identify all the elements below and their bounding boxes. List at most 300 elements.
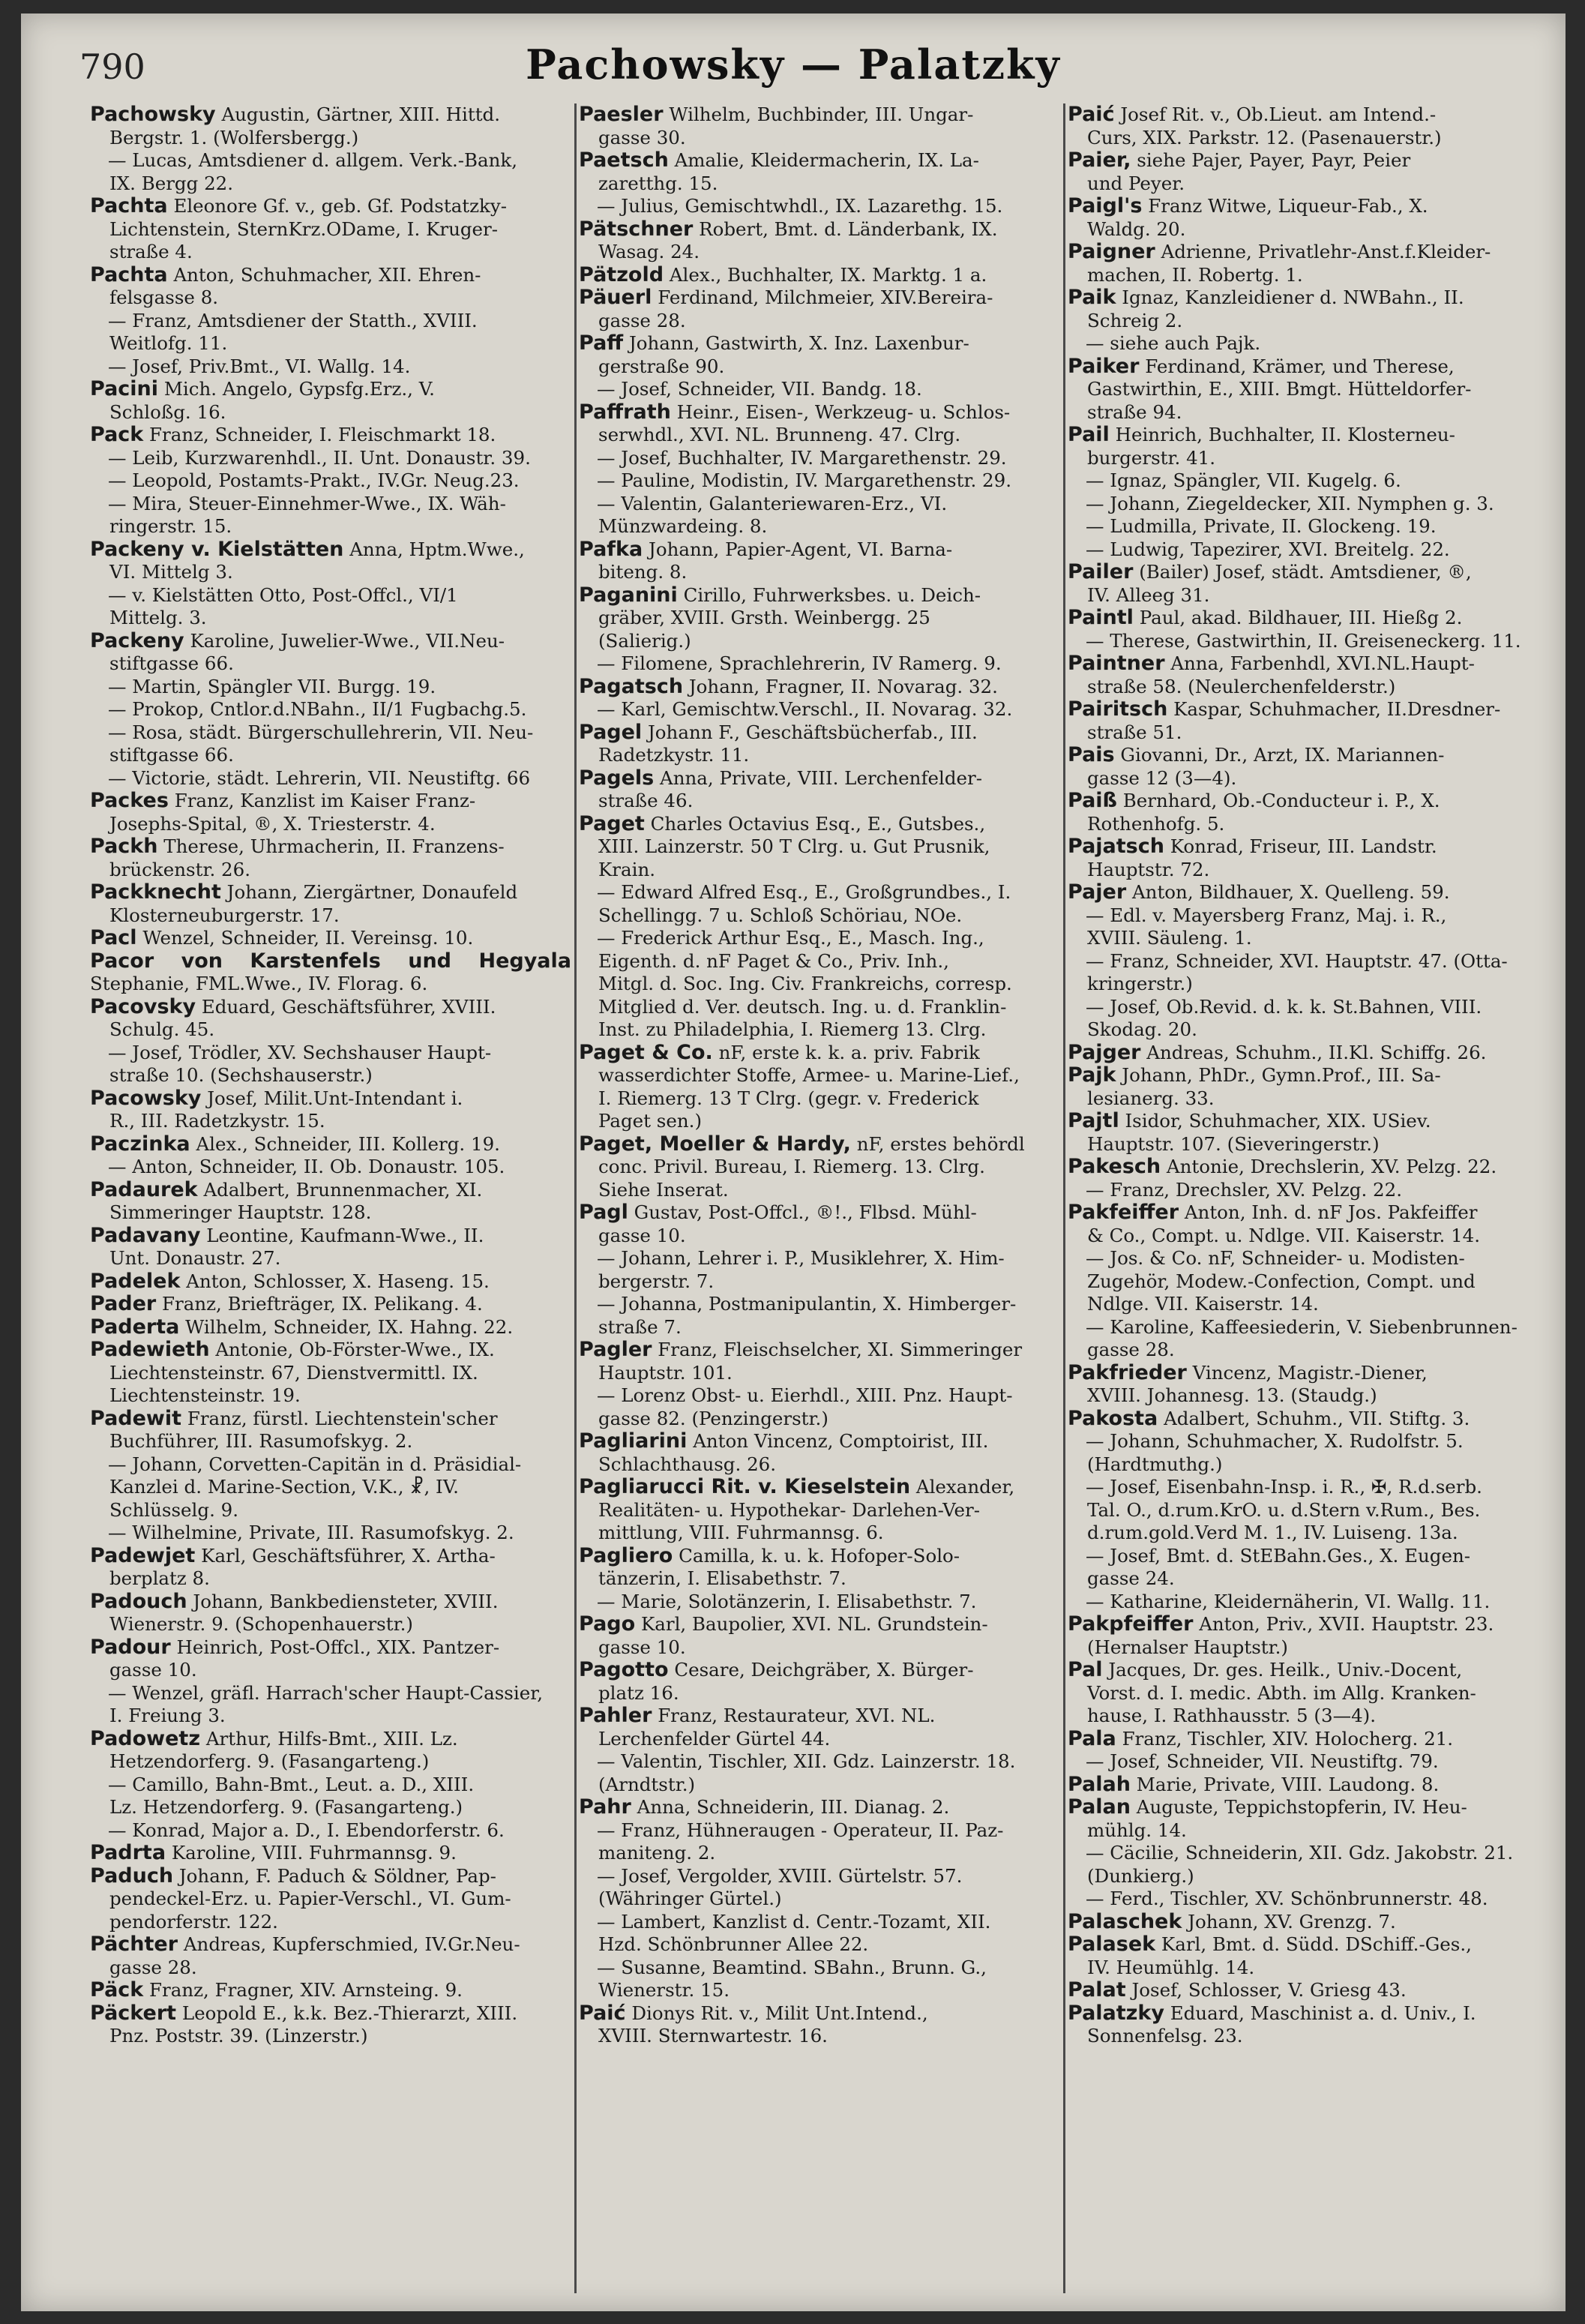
entry-line [1068, 1201, 1549, 1225]
entry-line [1068, 1362, 1549, 1385]
entry-text: Eleonore Gf. v., geb. Gf. Podstatzky- [173, 195, 508, 217]
entry-text: Antonie, Ob-Förster-Wwe., IX. [215, 1339, 495, 1360]
entry-surname: Packes [90, 789, 169, 812]
directory-entry [579, 447, 1060, 470]
directory-entry [1068, 1911, 1549, 1934]
entry-text: Gastwirthin, E., XIII. Bmgt. Hütteldorfer- [1087, 378, 1472, 400]
directory-entry [1068, 195, 1549, 241]
entry-text: Sonnenfelsg. 23. [1087, 2025, 1243, 2047]
entry-line [108, 1682, 571, 1705]
entry-surname: Paetsch [579, 148, 669, 172]
entry-text: Curs, XIX. Parkstr. 12. (Pasenauerstr.) [1087, 126, 1442, 148]
entry-line [579, 149, 1060, 172]
entry-surname: Pal [1068, 1658, 1103, 1681]
entry-text: — Martin, Spängler VII. Burgg. 19. [108, 675, 436, 697]
entry-surname: Pago [579, 1612, 636, 1636]
entry-text: Leontine, Kaufmann-Wwe., II. [206, 1224, 484, 1246]
entry-text: Ndlge. VII. Kaiserstr. 14. [1087, 1293, 1319, 1315]
entry-line [598, 1064, 1060, 1087]
entry-line [109, 1247, 571, 1270]
directory-entry [579, 493, 1060, 538]
entry-surname: Pafka [579, 537, 643, 561]
directory-entry [90, 447, 571, 470]
entry-text: Wilhelm, Schneider, IX. Hahng. 22. [185, 1315, 514, 1338]
entry-text: wasserdichter Stoffe, Armee- u. Marine-Lief., [598, 1064, 1020, 1086]
entry-text: siehe Pajer, Payer, Payr, Peier [1137, 149, 1411, 171]
entry-line [90, 630, 571, 653]
entry-text: Alex., Schneider, III. Kollerg. 19. [196, 1132, 500, 1155]
directory-entry [90, 424, 571, 447]
entry-text: Alexander, [915, 1476, 1015, 1498]
directory-entry [90, 1979, 571, 2002]
entry-surname: Paget & Co. [579, 1040, 713, 1064]
directory-entry [90, 698, 571, 721]
directory-entry [1068, 332, 1549, 355]
directory-entry [90, 2002, 571, 2048]
entry-line [109, 1362, 571, 1385]
entry-line [598, 1888, 1060, 1911]
entry-text: Krain. [598, 858, 656, 880]
entry-line [109, 1430, 571, 1453]
entry-surname: Pahler [579, 1704, 652, 1727]
entry-line [598, 515, 1060, 538]
entry-text: Antonie, Drechslerin, XV. Pelzg. 22. [1166, 1156, 1497, 1177]
directory-entry [579, 1247, 1060, 1293]
directory-entry [90, 1087, 571, 1133]
entry-line [579, 1042, 1060, 1065]
entry-text: — Lorenz Obst- u. Eierhdl., XIII. Pnz. Haupt- [597, 1384, 1013, 1406]
entry-line [109, 652, 571, 676]
entry-surname: Pagels [579, 766, 655, 790]
entry-text: Vorst. d. I. medic. Abth. im Allg. Kranken- [1087, 1681, 1476, 1704]
entry-text: XVIII. Sternwartestr. 16. [598, 2025, 828, 2047]
entry-surname: Pakfeiffer [1068, 1201, 1179, 1224]
entry-line [579, 1133, 1060, 1156]
entry-surname: Paić [1068, 103, 1115, 126]
entry-line [1086, 332, 1549, 355]
directory-entry [1068, 881, 1549, 904]
entry-line [579, 1201, 1060, 1225]
entry-line [598, 1842, 1060, 1865]
entry-text: — Josef, Schneider, VII. Bandg. 18. [597, 378, 922, 400]
entry-text: Johann, Papier-Agent, VI. Barna- [649, 538, 953, 560]
directory-entry [90, 1453, 571, 1522]
entry-text: gasse 30. [598, 126, 686, 148]
entry-text: (Bailer) Josef, städt. Amtsdiener, ®, [1139, 561, 1472, 583]
entry-line [108, 676, 571, 699]
entry-line [598, 607, 1060, 630]
entry-text: — Karl, Gemischtw.Verschl., II. Novarag. 32. [597, 698, 1013, 720]
entry-line [1086, 904, 1549, 928]
entry-text: — Franz, Schneider, XVI. Hauptstr. 47. (Otta- [1086, 949, 1508, 972]
entry-surname: Pajger [1068, 1040, 1141, 1064]
directory-entry [1068, 424, 1549, 469]
entry-line [1086, 996, 1549, 1019]
directory-entry [90, 1522, 571, 1545]
entry-text: Jacques, Dr. ges. Heilk., Univ.-Docent, [1108, 1659, 1463, 1681]
entry-text: Hauptstr. 101. [598, 1361, 733, 1384]
entry-surname: Padewieth [90, 1338, 210, 1361]
entry-line [598, 127, 1060, 150]
entry-text: Giovanni, Dr., Arzt, IX. Mariannen- [1120, 744, 1445, 766]
entry-line [108, 447, 571, 470]
entry-line [109, 1567, 571, 1591]
directory-entry [579, 652, 1060, 676]
entry-text: IV. Alleeg 31. [1087, 583, 1210, 606]
directory-entry [579, 584, 1060, 653]
directory-entry [579, 813, 1060, 882]
entry-text: Unt. Donaustr. 27. [109, 1247, 281, 1269]
entry-text: Inst. zu Philadelphia, I. Riemerg 13. Clrg. [598, 1018, 987, 1040]
entry-line [598, 172, 1060, 196]
entry-text: Franz, Fragner, XIV. Arnsteing. 9. [149, 1979, 463, 2001]
entry-line [108, 1453, 571, 1477]
entry-text: Franz, Kanzlist im Kaiser Franz- [174, 790, 476, 811]
entry-text: straße 94. [1087, 400, 1182, 423]
entry-text: — Cäcilie, Schneiderin, XII. Gdz. Jakobstr. 21. [1086, 1842, 1514, 1864]
entry-line [579, 676, 1060, 699]
entry-line [1087, 927, 1549, 950]
entry-line [597, 195, 1060, 218]
directory-entry [1068, 1316, 1549, 1362]
directory-entry [1068, 1064, 1549, 1110]
entry-line [1087, 1453, 1549, 1477]
entry-text: Mich. Angelo, Gypsfg.Erz., V. [163, 378, 435, 400]
entry-text: Simmeringer Hauptstr. 128. [109, 1201, 372, 1223]
entry-text: — Ignaz, Spängler, VII. Kugelg. 6. [1086, 469, 1401, 491]
entry-line [108, 1522, 571, 1545]
entry-text: straße 4. [109, 241, 193, 262]
directory-entry [90, 195, 571, 264]
entry-line [109, 813, 571, 836]
entry-surname: Paik [1068, 286, 1116, 309]
entry-text: — Filomene, Sprachlehrerin, IV Ramerg. 9. [597, 652, 1002, 674]
directory-entry [90, 1545, 571, 1591]
entry-surname: Pais [1068, 743, 1115, 766]
entry-surname: Paffrath [579, 400, 671, 424]
entry-line [109, 1110, 571, 1133]
entry-text: — Josef, Priv.Bmt., VI. Wallg. 14. [108, 355, 411, 377]
entry-line [1086, 1179, 1549, 1202]
entry-line [1068, 1774, 1549, 1797]
directory-entry [579, 1430, 1060, 1476]
entry-text: nF, erstes behördl [856, 1132, 1025, 1155]
entry-surname: Pader [90, 1292, 157, 1315]
entry-line [1068, 1933, 1549, 1957]
entry-text: Konrad, Friseur, III. Landstr. [1170, 835, 1437, 857]
entry-line [1068, 744, 1549, 767]
entry-text: Tal. O., d.rum.KrO. u. d.Stern v.Rum., Bes. [1087, 1498, 1481, 1521]
entry-text: mittlung, VIII. Fuhrmannsg. 6. [598, 1522, 884, 1543]
entry-line [1068, 355, 1549, 379]
entry-line [109, 172, 571, 196]
entry-line [109, 1613, 571, 1636]
entry-text: — Ferd., Tischler, XV. Schönbrunnerstr. 48. [1086, 1888, 1488, 1909]
directory-entry [579, 1293, 1060, 1339]
entry-line [1068, 1110, 1549, 1133]
entry-surname: Päckert [90, 2001, 177, 2025]
entry-surname: Paiker [1068, 354, 1140, 378]
entry-text: burgerstr. 41. [1087, 446, 1216, 469]
entry-text: mühlg. 14. [1087, 1819, 1187, 1841]
directory-entry [1068, 1842, 1549, 1888]
directory-entry [579, 378, 1060, 401]
entry-line [579, 721, 1060, 745]
entry-text: tänzerin, I. Elisabethstr. 7. [598, 1567, 846, 1589]
entry-line [109, 1201, 571, 1225]
entry-text: — Johanna, Postmanipulantin, X. Himberger- [597, 1293, 1017, 1315]
entry-text: Stephanie, FML.Wwe., IV. Florag. 6. [90, 973, 428, 994]
entry-line [1087, 264, 1549, 287]
entry-line [598, 2025, 1060, 2048]
entry-line [598, 904, 1060, 928]
page-title: Pachowsky — Palatzky [526, 40, 1061, 88]
entry-line [597, 1865, 1060, 1888]
directory-entry [90, 1156, 571, 1179]
entry-text: felsgasse 8. [109, 286, 219, 308]
entry-text: Franz, Tischler, XIV. Holocherg. 21. [1122, 1727, 1454, 1750]
entry-line [1086, 538, 1549, 562]
entry-line [108, 469, 571, 493]
directory-entry [90, 355, 571, 379]
entry-line [1087, 813, 1549, 836]
entry-text: Schlachthausg. 26. [598, 1453, 777, 1475]
entry-text: — Anton, Schneider, II. Ob. Donaustr. 105. [108, 1156, 505, 1177]
directory-entry [1068, 630, 1549, 653]
entry-line [90, 950, 571, 996]
entry-surname: Pagliarini [579, 1429, 688, 1453]
directory-entry [579, 1750, 1060, 1796]
entry-text: — Katharine, Kleidernäherin, VI. Wallg. 11. [1086, 1590, 1491, 1612]
entry-line [1087, 1133, 1549, 1156]
entry-line [598, 950, 1060, 973]
entry-line [109, 332, 571, 355]
entry-line [598, 1408, 1060, 1431]
directory-entry [579, 1613, 1060, 1659]
entry-line [598, 355, 1060, 379]
entry-text: Anton, Schlosser, X. Haseng. 15. [186, 1270, 490, 1292]
entry-text: Franz Witwe, Liqueur-Fab., X. [1148, 195, 1428, 217]
entry-text: — Leib, Kurzwarenhdl., II. Unt. Donaustr. 39. [108, 446, 531, 469]
entry-text: (Arndtstr.) [598, 1773, 696, 1795]
column-divider [1063, 103, 1065, 2293]
entry-line [108, 493, 571, 516]
entry-line [90, 378, 571, 401]
directory-entry [579, 1659, 1060, 1705]
entry-line [1068, 241, 1549, 264]
entry-line [109, 1064, 571, 1087]
entry-text: Johann, Ziergärtner, Donaufeld [226, 881, 518, 903]
entry-text: — Valentin, Tischler, XII. Gdz. Lainzerstr. 18. [597, 1750, 1016, 1772]
directory-entry [90, 1636, 571, 1682]
entry-text: Johann, PhDr., Gymn.Prof., III. Sa- [1122, 1064, 1441, 1086]
directory-entry [1068, 1979, 1549, 2002]
entry-line [1087, 676, 1549, 699]
directory-entry [1068, 1408, 1549, 1431]
entry-line [1068, 1659, 1549, 1682]
entry-surname: Paganini [579, 583, 678, 607]
entry-line [1086, 515, 1549, 538]
entry-text: Karoline, Juwelier-Wwe., VII.Neu- [190, 629, 505, 652]
entry-line [109, 744, 571, 767]
entry-text: Skodag. 20. [1087, 1018, 1197, 1040]
entry-line [1087, 1705, 1549, 1728]
directory-entry [579, 767, 1060, 813]
entry-surname: Paintner [1068, 652, 1165, 675]
entry-line [1068, 103, 1549, 127]
entry-text: Franz, Schneider, I. Fleischmarkt 18. [149, 424, 496, 445]
entry-line [597, 881, 1060, 904]
entry-text: Johann, XV. Grenzg. 7. [1188, 1910, 1396, 1933]
entry-line [1086, 1888, 1549, 1911]
entry-text: Johann, F. Paduch & Söldner, Pap- [178, 1864, 496, 1887]
directory-entry [90, 1293, 571, 1316]
entry-text: Eigenth. d. nF Paget & Co., Priv. Inh., [598, 949, 949, 972]
entry-text: Radetzkystr. 11. [598, 744, 750, 766]
entry-line [1086, 493, 1549, 516]
entry-text: Karl, Geschäftsführer, X. Artha- [201, 1544, 496, 1567]
entry-line [579, 401, 1060, 424]
entry-surname: Palat [1068, 1978, 1126, 2002]
directory-entry [90, 103, 571, 149]
entry-text: — Josef, Buchhalter, IV. Margarethenstr. 29. [597, 446, 1007, 469]
entry-line [597, 1591, 1060, 1614]
entry-surname: Pachta [90, 262, 168, 286]
directory-entry [1068, 1110, 1549, 1156]
entry-line [598, 973, 1060, 996]
entry-surname: Päuerl [579, 286, 652, 309]
entry-text: Lz. Hetzendorferg. 9. (Fasangarteng.) [109, 1796, 463, 1818]
directory-entry [579, 1591, 1060, 1614]
directory-entry [90, 493, 571, 538]
entry-line [579, 1613, 1060, 1636]
entry-line [90, 1591, 571, 1614]
entry-line [109, 2025, 571, 2048]
entry-line [597, 1819, 1060, 1843]
entry-text: Anton, Priv., XVII. Hauptstr. 23. [1199, 1613, 1494, 1635]
entry-text: R., III. Radetzkystr. 15. [109, 1110, 325, 1132]
directory-entry [579, 1384, 1060, 1430]
entry-line [1068, 652, 1549, 676]
directory-entry [1068, 355, 1549, 424]
entry-text: Ferdinand, Krämer, und Therese, [1145, 355, 1455, 377]
entry-line [598, 1499, 1060, 1522]
entry-line [109, 241, 571, 264]
entry-surname: Paić [579, 2001, 626, 2025]
entry-line [109, 515, 571, 538]
entry-text: Rothenhofg. 5. [1087, 812, 1225, 835]
entry-surname: Pakpfeiffer [1068, 1612, 1194, 1636]
directory-entry [90, 1270, 571, 1294]
directory-entry [579, 286, 1060, 332]
entry-surname: Pacor von Karstenfels und Hegyala [90, 949, 571, 973]
directory-entry [90, 149, 571, 195]
entry-text: — Mira, Steuer-Einnehmer-Wwe., IX. Wäh- [108, 492, 506, 514]
entry-text: Mittelg. 3. [109, 607, 207, 628]
directory-entry [90, 1865, 571, 1934]
directory-entry [1068, 1042, 1549, 1065]
entry-text: Amalie, Kleidermacherin, IX. La- [674, 149, 979, 171]
entry-line [109, 1476, 571, 1499]
directory-entry [90, 469, 571, 493]
entry-text: gasse 82. (Penzingerstr.) [598, 1407, 828, 1429]
directory-entry [90, 1133, 571, 1156]
entry-text: IX. Bergg 22. [109, 172, 234, 194]
entry-text: Kanzlei d. Marine-Section, V.K., ☧, IV. [109, 1476, 459, 1498]
entry-text: — Franz, Hühneraugen - Operateur, II. Paz- [597, 1819, 1004, 1841]
column-2 [579, 103, 1060, 2293]
entry-text: Lerchenfelder Gürtel 44. [598, 1727, 831, 1750]
entry-text: Buchführer, III. Rasumofskyg. 2. [109, 1430, 413, 1452]
directory-entry [1068, 1247, 1549, 1316]
entry-text: Realitäten- u. Hypothekar- Darlehen-Ver- [598, 1498, 980, 1521]
entry-line [1087, 1636, 1549, 1660]
entry-surname: Paesler [579, 103, 664, 126]
entry-line [109, 401, 571, 424]
entry-line [90, 1728, 571, 1751]
entry-surname: Pacini [90, 377, 159, 400]
directory-entry [1068, 538, 1549, 562]
entry-surname: Packknecht [90, 880, 221, 904]
entry-line [1087, 1087, 1549, 1111]
entry-surname: Paier, [1068, 148, 1131, 172]
entry-line [1087, 721, 1549, 745]
directory-entry [1068, 698, 1549, 744]
entry-line [1068, 1064, 1549, 1087]
entry-line [1087, 310, 1549, 333]
entry-text: — Leopold, Postamts-Prakt., IV.Gr. Neug.23. [108, 469, 520, 491]
entry-line [597, 1247, 1060, 1270]
directory-entry [1068, 493, 1549, 516]
entry-text: Wienerstr. 15. [598, 1979, 730, 2001]
column-1 [90, 103, 571, 2293]
entry-line [90, 1842, 571, 1865]
entry-line [1087, 1384, 1549, 1408]
directory-entry [90, 790, 571, 835]
entry-line [598, 835, 1060, 859]
entry-text: — Josef, Trödler, XV. Sechshauser Haupt- [108, 1041, 492, 1063]
entry-text: Zugehör, Modew.-Confection, Compt. und [1087, 1270, 1476, 1292]
entry-line [579, 103, 1060, 127]
entry-text: Karoline, VIII. Fuhrmannsg. 9. [171, 1842, 457, 1864]
entry-text: Kaspar, Schuhmacher, II.Dresdner- [1173, 698, 1501, 720]
entry-line [1068, 835, 1549, 859]
directory-entry [90, 996, 571, 1042]
directory-entry [579, 1705, 1060, 1750]
entry-text: — Karoline, Kaffeesiederin, V. Siebenbrunnen- [1086, 1315, 1518, 1338]
entry-line [90, 1933, 571, 1957]
entry-text: stiftgasse 66. [109, 652, 234, 674]
entry-line [597, 652, 1060, 676]
entry-surname: Pala [1068, 1726, 1116, 1750]
entry-surname: Pajer [1068, 880, 1127, 904]
entry-line [1068, 195, 1549, 218]
entry-line [579, 1339, 1060, 1362]
entry-text: — Lambert, Kanzlist d. Centr.-Tozamt, XII. [597, 1910, 991, 1933]
entry-surname: Pack [90, 423, 144, 446]
entry-surname: Padewjet [90, 1543, 196, 1567]
entry-text: berplatz 8. [109, 1567, 210, 1589]
entry-line [579, 1545, 1060, 1568]
directory-entry [1068, 515, 1549, 538]
entry-line [1086, 1545, 1549, 1568]
entry-line [598, 1728, 1060, 1751]
directory-entry [579, 469, 1060, 493]
entry-text: machen, II. Robertg. 1. [1087, 263, 1303, 286]
entry-surname: Padour [90, 1635, 171, 1659]
entry-text: straße 51. [1087, 721, 1182, 743]
directory-entry [90, 1225, 571, 1270]
